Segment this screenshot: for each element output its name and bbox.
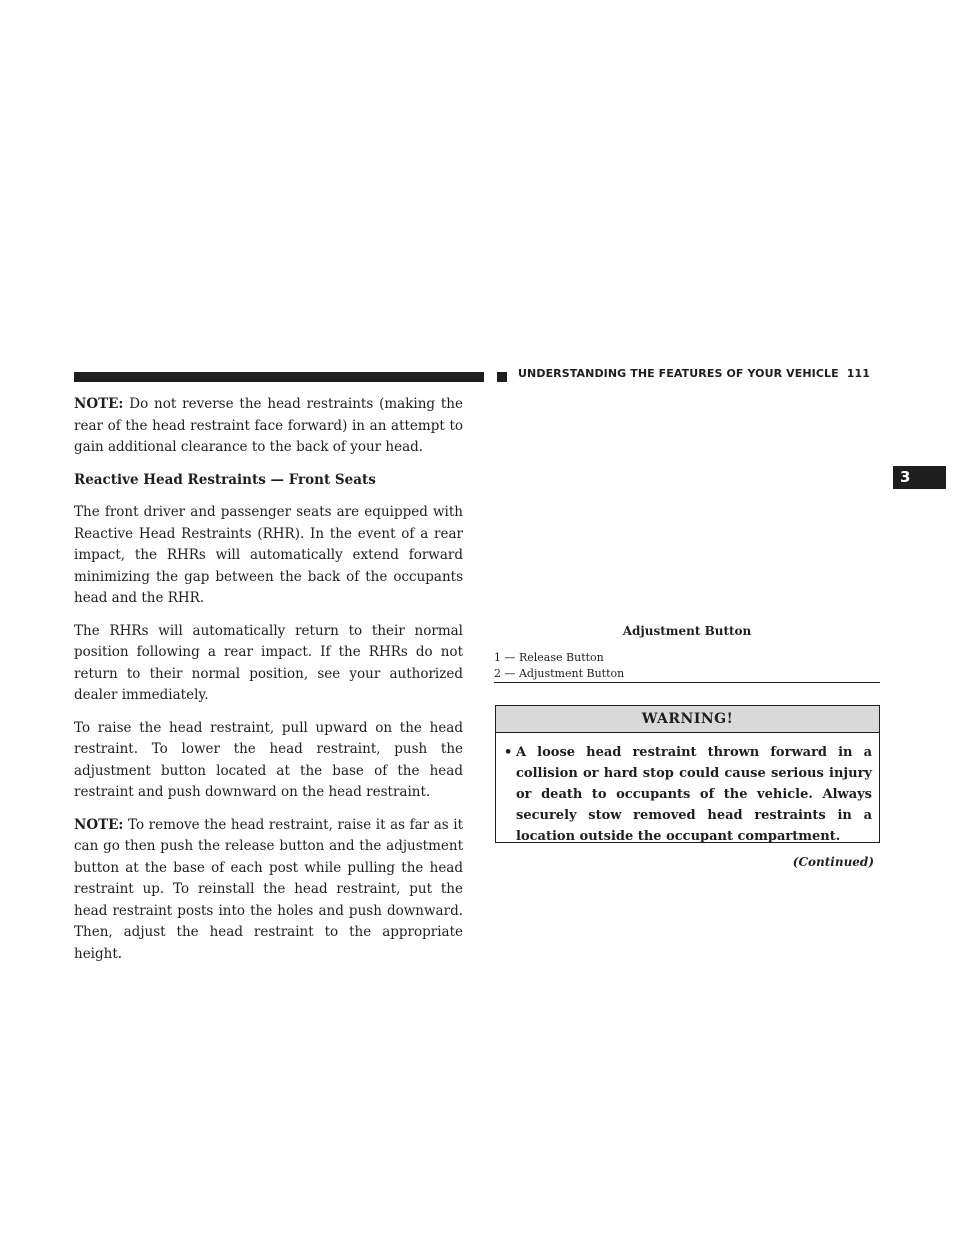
figure-legend xyxy=(494,650,880,682)
warning-title: WARNING! xyxy=(496,706,879,733)
legend-item: 1 — Release Button xyxy=(494,651,604,664)
running-header xyxy=(518,367,870,380)
note-label: NOTE: xyxy=(74,816,124,833)
bullet-icon: • xyxy=(504,745,513,760)
note-paragraph xyxy=(74,815,463,966)
note-text: Do not reverse the head restraints (making the rear of the head restraint face forward) in an attempt to gain additional clearance to the back of your head. xyxy=(74,396,463,455)
page-number: 111 xyxy=(846,367,870,380)
warning-box xyxy=(495,705,880,843)
left-column xyxy=(74,394,463,976)
note-text: To remove the head restraint, raise it as far as it can go then push the release button and the adjustment button at the base of each post while pulling the head restraint up. To reinstall the head restraint, put the head restraint posts into the holes and push downward. Then, adjust the head restraint to the appropriate height. xyxy=(74,816,463,962)
note-label: NOTE: xyxy=(74,396,124,412)
body-paragraph: To raise the head restraint, pull upward on the head restraint. To lower the head restraint, push the adjustment button located at the base of the head restraint and push downward on the head restraint. xyxy=(74,719,463,800)
legend-divider xyxy=(494,682,880,683)
note-paragraph xyxy=(74,394,463,459)
continued-label: (Continued) xyxy=(792,855,874,869)
header-rule-mark xyxy=(497,372,507,382)
body-paragraph: The RHRs will automatically return to their normal position following a rear impact. If the RHRs do not return to their normal position, see your authorized dealer immediately. xyxy=(74,622,463,703)
chapter-tab: 3 xyxy=(893,466,946,489)
warning-body xyxy=(496,733,879,847)
body-paragraph: The front driver and passenger seats are equipped with Reactive Head Restraints (RHR). In the event of a rear impact, the RHRs will automatically extend forward minimizing the gap between the back of the occupants head and the RHR. xyxy=(74,504,463,606)
legend-item: 2 — Adjustment Button xyxy=(494,667,625,680)
warning-text: A loose head restraint thrown forward in a collision or hard stop could cause serious injury or death to occupants of the vehicle. Always securely stow removed head restraints in a location outside the occupant compartment. xyxy=(516,745,872,844)
header-rule xyxy=(74,372,484,382)
section-title: UNDERSTANDING THE FEATURES OF YOUR VEHICLE xyxy=(518,367,839,380)
figure-caption: Adjustment Button xyxy=(622,624,752,638)
section-heading: Reactive Head Restraints — Front Seats xyxy=(74,471,376,488)
